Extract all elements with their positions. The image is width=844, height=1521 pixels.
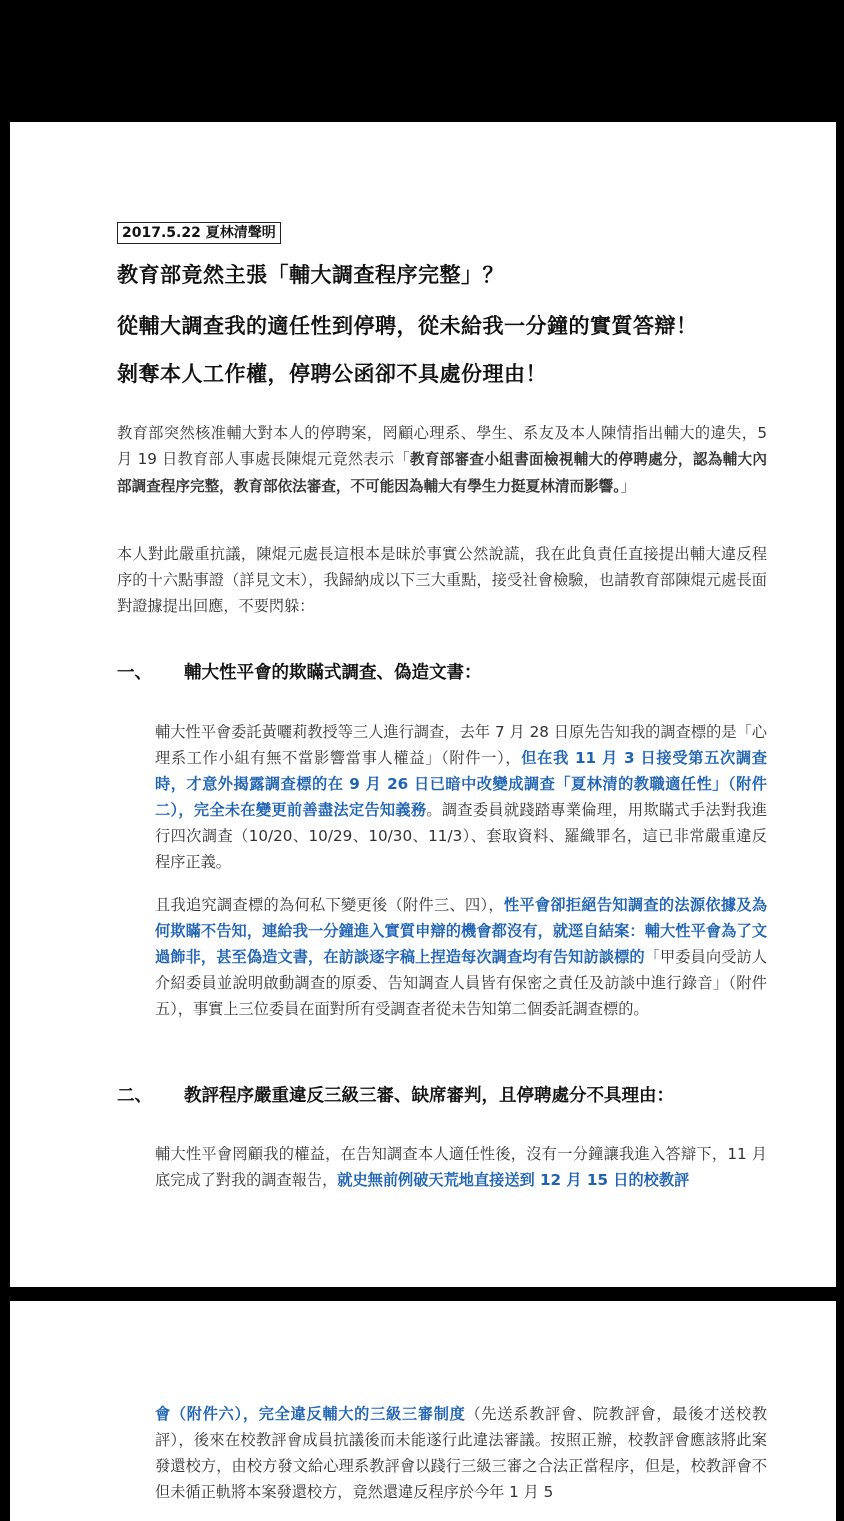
text-run: 輔大性平會罔顧我的權益，在告知調查本人適任性後，沒有一分鐘讓我進入答辯下，11 月底完成了對我的調查報告， [155,1145,767,1189]
document-page-2 [10,1301,836,1521]
headline-3: 剝奪本人工作權，停聘公函卻不具處份理由！ [117,362,547,386]
text-run: 輔大性平會委託黃囇莉教授等三人進行調查，去年 7 月 28 日原先告知我的調查標的是「心理系工作小組有無不當影響當事人權益」（附件一）， [155,723,767,767]
paragraph-intro [117,420,767,500]
paragraph-intro-tail: 」 [620,477,636,495]
section-heading-2 [117,1082,674,1107]
section-title: 輔大性平會的欺瞞式調查、偽造文書： [184,663,482,683]
paragraph-intro-lead: 教育部突然核准輔大對本人的停聘案，罔顧心理系、學生、系友及本人陳情指出輔大的違失，5 月 19 日教育部人事處長陳焜元竟然表示「 [117,424,767,468]
highlighted-text: 會（附件六），完全違反輔大的三級三審制度 [155,1405,466,1423]
section-title: 教評程序嚴重違反三級三審、缺席審判，且停聘處分不具理由： [184,1086,674,1106]
headline-2: 從輔大調查我的適任性到停聘，從未給我一分鐘的實質答辯！ [117,314,698,338]
document-page-1 [10,122,836,1287]
headline-1: 教育部竟然主張「輔大調查程序完整」？ [117,263,504,287]
quoted-statement: 教育部審查小組書面檢視輔大的停聘處分，認為輔大內部調查程序完整，教育部依法審查，不可能因為輔大有學生力挺夏林清而影響。 [117,451,767,495]
paragraph-section1-a [155,719,767,875]
text-run: 「甲委員向受訪人介紹委員並說明啟動調查的原委、告知調查人員皆有保密之責任及訪談中進行錄音」（附件五），事實上三位委員在面對所有受調查者從未告知第二個委託調查標的。 [155,948,768,1018]
section-heading-1 [117,659,482,684]
section-number: 二、 [117,1086,152,1106]
text-run: （先送系教評會、院教評會，最後才送校教評），後來在校教評會成員抗議後而未能遂行此違法審議。按照正辦，校教評會應該將此案發還校方，由校方發文給心理系教評會以踐行三級三審之合法正當程序，但是，校教評會不但未循正軌將本案發還校方，竟然還違反程序於今年 1 月 5 [155,1405,768,1501]
paragraph-protest: 本人對此嚴重抗議，陳焜元處長這根本是昧於事實公然說謊，我在此負責任直接提出輔大違反程序的十六點事證（詳見文末），我歸納成以下三大重點，接受社會檢驗，也請教育部陳焜元處長面對證據提出回應，不要閃躲： [117,545,767,615]
text-run: 。調查委員就踐踏專業倫理，用欺瞞式手法對我進行四次調查（10/20、10/29、10/30、11/3）、套取資料、羅織罪名，這已非常嚴重違反程序正義。 [155,801,767,871]
paragraph-section2-b [155,1401,767,1505]
highlighted-text: 性平會卻拒絕告知調查的法源依據及為何欺瞞不告知，連給我一分鐘進入實質申辯的機會都沒有，就逕自結案：輔大性平會為了文過飾非，甚至偽造文書，在訪談逐字稿上捏造每次調查均有告知訪談標的 [155,896,768,966]
highlighted-text: 但在我 11 月 3 日接受第五次調查時，才意外揭露調查標的在 9 月 26 日已暗中改變成調查「夏林清的教職適任性」（附件二），完全未在變更前善盡法定告知義務 [155,749,767,819]
text-run: 且我追究調查標的為何私下變更後（附件三、四）， [155,896,504,914]
section-number: 一、 [117,663,152,683]
paragraph-section1-b [155,892,767,1022]
date-stamp: 2017.5.22 夏林清聲明 [117,222,281,244]
paragraph-section2-a [155,1141,767,1193]
highlighted-text: 就史無前例破天荒地直接送到 12 月 15 日的校教評 [337,1171,690,1189]
